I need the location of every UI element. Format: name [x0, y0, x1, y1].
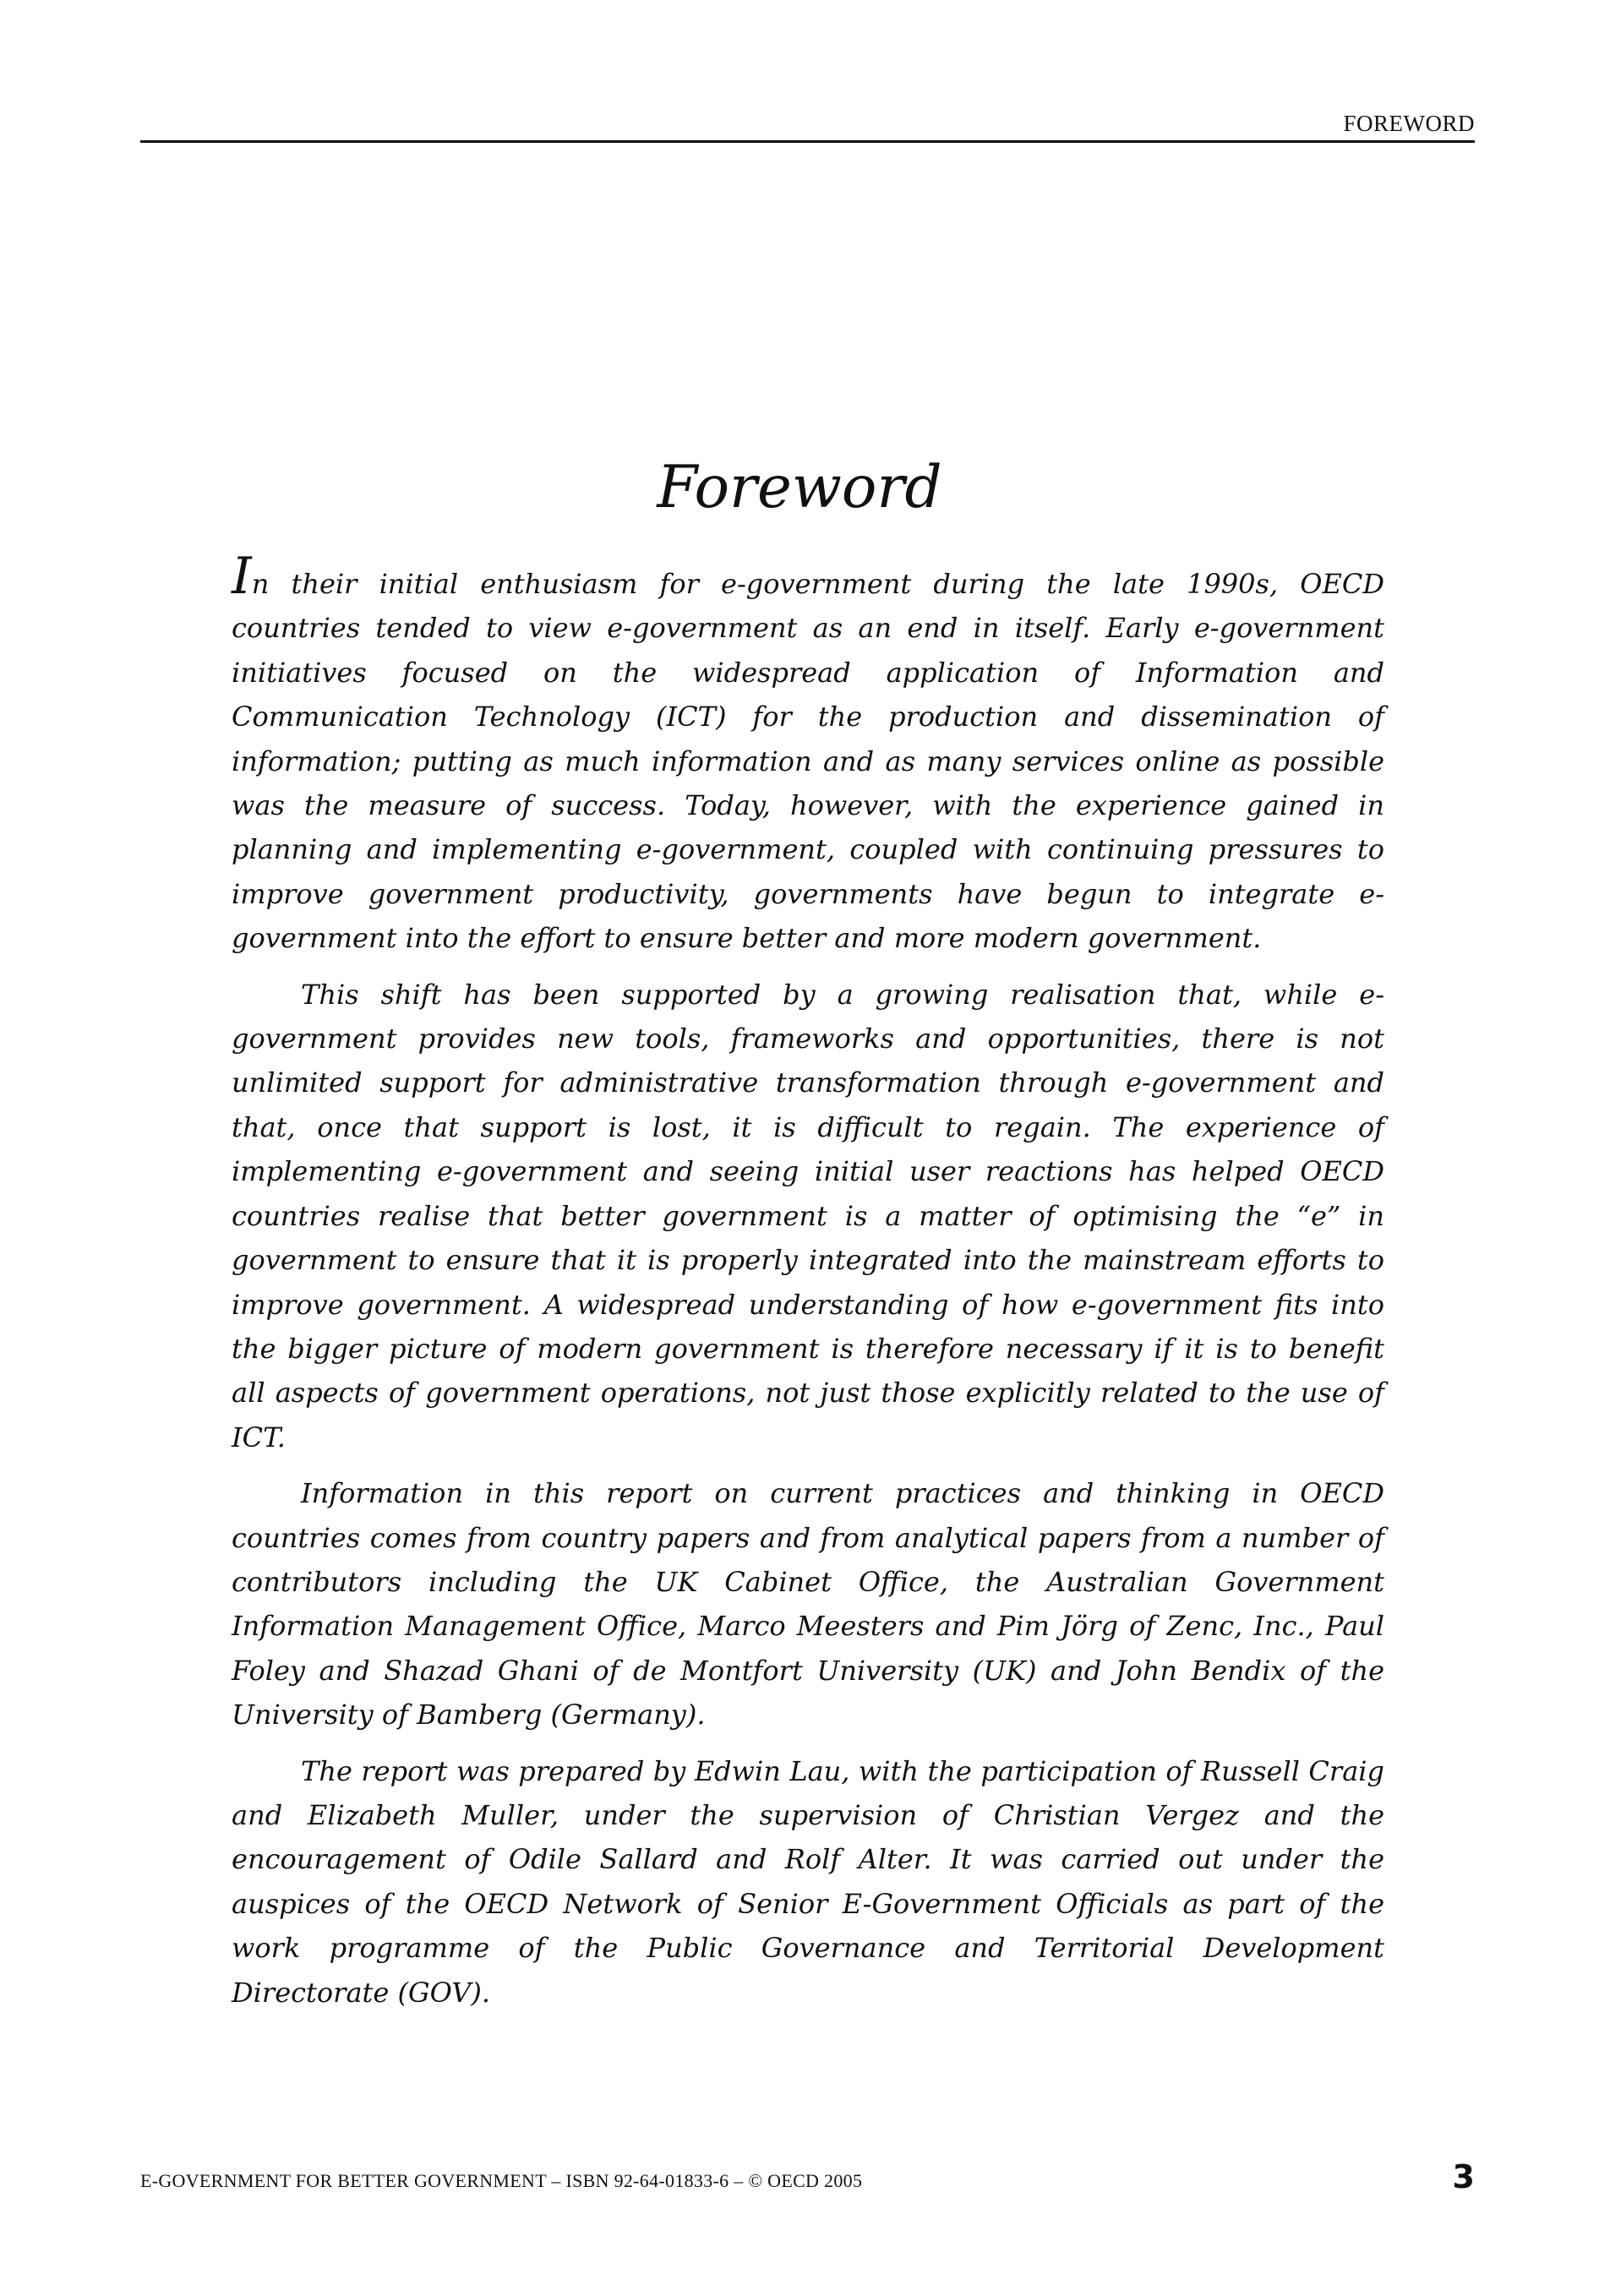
running-header — [140, 108, 1475, 143]
paragraph-1 — [232, 547, 1384, 961]
page-footer — [140, 2158, 1475, 2209]
page-title: Foreword — [657, 454, 942, 521]
paragraph-2: This shift has been supported by a growing realisation that, while e-government provides new tools, frameworks and opportunities, there is not unlimited support for administrative transformation through e-government and that, once that support is lost, it is difficult to regain. The experience of implementing e-government and seeing initial user reactions has helped OECD countries realise that better government is a matter of optimising the “e” in government to ensure that it is properly integrated into the mainstream efforts to improve government. A widespread understanding of how e-government fits into the bigger picture of modern government is therefore necessary if it is to benefit all aspects of government operations, not just those explicitly related to the use of ICT. — [232, 978, 1384, 1453]
page-number: 3 — [1452, 2158, 1475, 2195]
paragraph-3: Information in this report on current practices and thinking in OECD countries comes from country papers and from analytical papers from a number of contributors including the UK Cabinet Office, the Australian Government Information Management Office, Marco Meesters and Pim Jörg of Zenc, Inc., Paul Foley and Shazad Ghani of de Montfort University (UK) and John Bendix of the University of Bamberg (Germany). — [232, 1477, 1384, 1732]
foreword-body — [232, 547, 1384, 2026]
paragraph-1-text: n their initial enthusiasm for e-government during the late 1990s, OECD countries tended to view e-government as an end in itself. Early e-government initiatives focused on the widespread application of Information and Communication Technology (ICT) for the production and dissemination of information; putting as much information and as many services online as possible was the measure of success. Today, however, with the experience gained in planning and implementing e-government, coupled with continuing pressures to improve government productivity, governments have begun to integrate e-government into the effort to ensure better and more modern government. — [232, 568, 1384, 955]
drop-cap: I — [232, 547, 252, 606]
running-header-title: FOREWORD — [1343, 111, 1475, 136]
paragraph-4: The report was prepared by Edwin Lau, with the participation of Russell Craig and Elizabeth Muller, under the supervision of Christian Vergez and the encouragement of Odile Sallard and Rolf Alter. It was carried out under the auspices of the OECD Network of Senior E-Government Officials as part of the work programme of the Public Governance and Territorial Development Directorate (GOV). — [232, 1754, 1384, 2009]
publication-line: E-GOVERNMENT FOR BETTER GOVERNMENT – ISBN 92-64-01833-6 – © OECD 2005 — [140, 2170, 863, 2191]
